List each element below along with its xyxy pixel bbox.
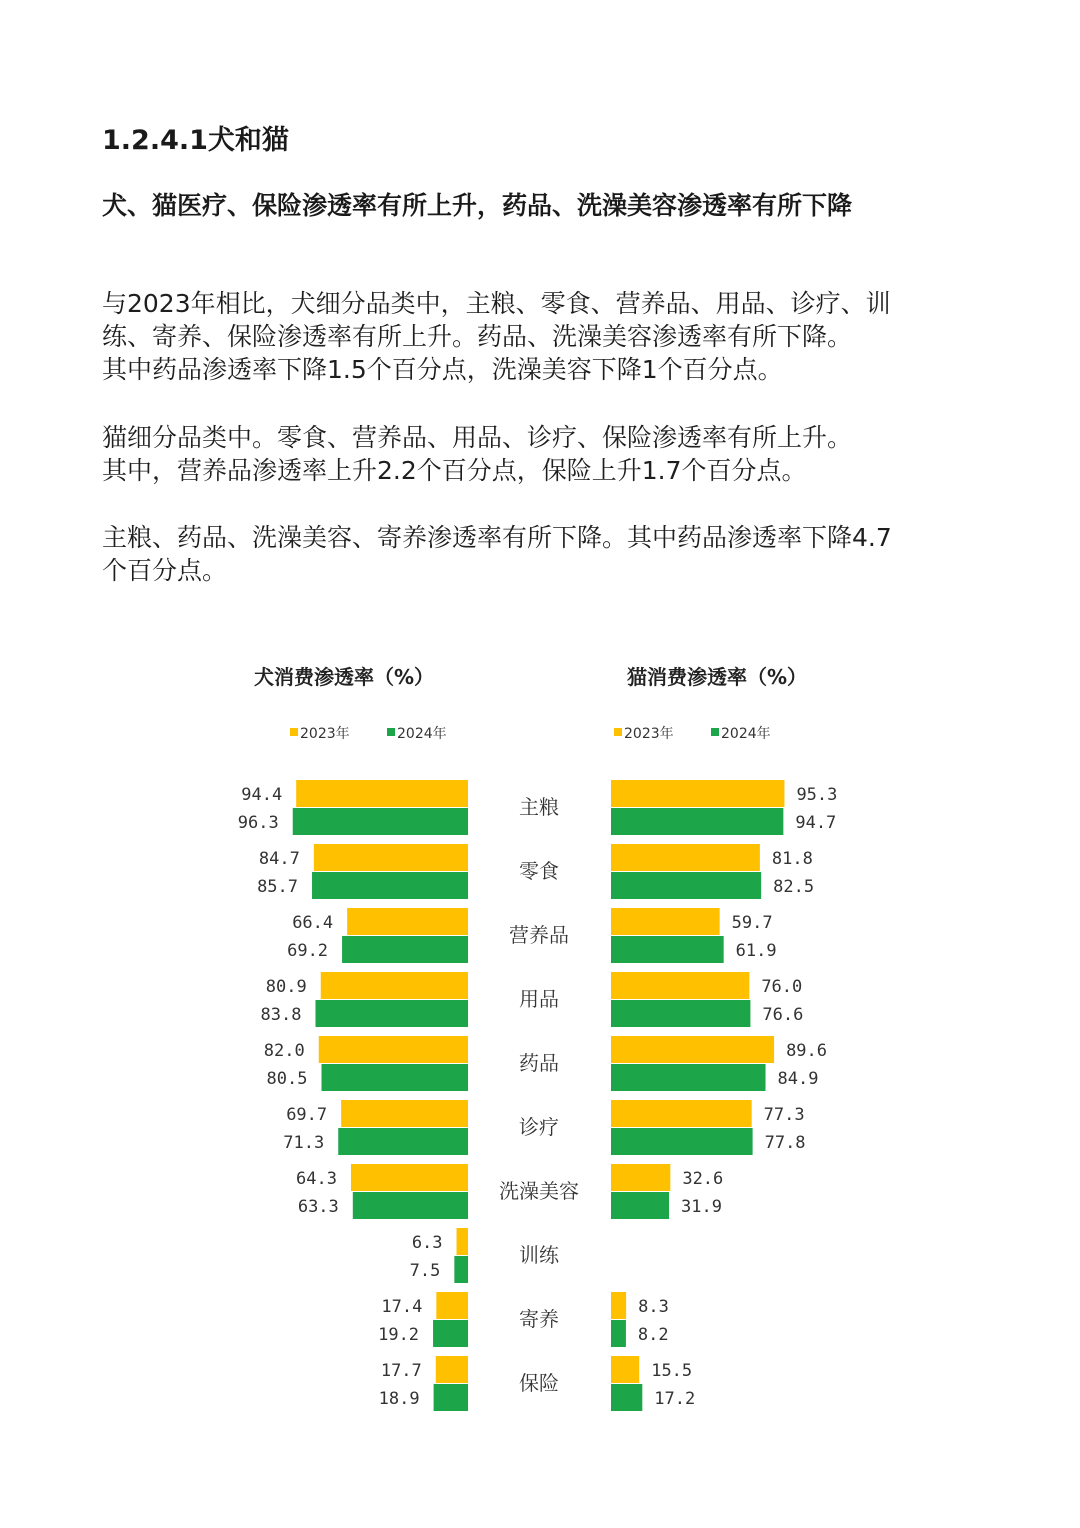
bar (611, 1292, 626, 1319)
data-label: 17.4 (381, 1297, 423, 1317)
data-label: 77.8 (764, 1133, 806, 1153)
legend-label: 2023年 (300, 726, 350, 742)
bar (353, 1192, 468, 1219)
paragraph-dog (102, 287, 982, 386)
penetration-chart (0, 640, 1080, 1430)
data-label: 80.9 (265, 977, 307, 997)
category-label: 零食 (519, 859, 559, 883)
bar (611, 1356, 639, 1383)
data-label: 17.7 (380, 1361, 422, 1381)
bar (321, 1064, 468, 1091)
bar (611, 844, 760, 871)
data-label: 82.5 (773, 877, 815, 897)
data-label: 66.4 (292, 913, 334, 933)
data-label: 85.7 (257, 877, 299, 897)
bar (611, 808, 783, 835)
paragraph-line: 个百分点。 (102, 556, 228, 585)
data-label: 7.5 (409, 1261, 441, 1281)
bar (611, 1192, 669, 1219)
legend-label: 2023年 (624, 726, 674, 742)
bar (611, 1100, 752, 1127)
data-label: 80.5 (266, 1069, 308, 1089)
legend-swatch (711, 728, 719, 736)
data-label: 69.2 (287, 941, 329, 961)
data-label: 89.6 (786, 1041, 828, 1061)
data-label: 15.5 (651, 1361, 693, 1381)
bar (454, 1256, 468, 1283)
bar (611, 1320, 626, 1347)
bar (611, 908, 720, 935)
category-label: 诊疗 (519, 1115, 559, 1139)
bar (293, 808, 468, 835)
data-label: 94.7 (795, 813, 837, 833)
data-label: 6.3 (411, 1233, 443, 1253)
data-label: 84.7 (258, 849, 300, 869)
data-label: 76.0 (761, 977, 803, 997)
paragraph-line: 其中药品渗透率下降1.5个百分点，洗澡美容下降1个百分点。 (102, 355, 783, 384)
chart-title: 猫消费渗透率（%） (626, 665, 808, 689)
bar (611, 1128, 753, 1155)
section-heading: 1.2.4.1犬和猫 (102, 125, 289, 156)
bar (611, 1384, 642, 1411)
bar (436, 1356, 468, 1383)
data-label: 31.9 (681, 1197, 723, 1217)
bar (611, 1000, 750, 1027)
data-label: 63.3 (297, 1197, 339, 1217)
chart-title: 犬消费渗透率（%） (253, 665, 435, 689)
legend-swatch (290, 728, 298, 736)
bar (296, 780, 468, 807)
data-label: 83.8 (260, 1005, 302, 1025)
legend-label: 2024年 (721, 726, 771, 742)
data-label: 82.0 (263, 1041, 305, 1061)
bar (342, 936, 468, 963)
bar (314, 844, 468, 871)
data-label: 76.6 (762, 1005, 804, 1025)
data-label: 8.2 (637, 1325, 669, 1345)
bar (436, 1292, 468, 1319)
bar (611, 1064, 766, 1091)
bar (351, 1164, 468, 1191)
data-label: 96.3 (237, 813, 279, 833)
data-label: 61.9 (735, 941, 777, 961)
bar (312, 872, 468, 899)
bar (319, 1036, 468, 1063)
category-label: 洗澡美容 (499, 1179, 579, 1203)
bar (338, 1128, 468, 1155)
paragraph-line: 猫细分品类中。零食、营养品、用品、诊疗、保险渗透率有所上升。 (102, 423, 853, 452)
category-label: 药品 (519, 1051, 559, 1075)
data-label: 32.6 (682, 1169, 724, 1189)
bar (611, 872, 761, 899)
paragraph-line: 其中，营养品渗透率上升2.2个百分点，保险上升1.7个百分点。 (102, 456, 807, 485)
data-label: 17.2 (654, 1389, 696, 1409)
legend-swatch (387, 728, 395, 736)
data-label: 19.2 (378, 1325, 420, 1345)
bar (611, 780, 784, 807)
paragraph-line: 与2023年相比，犬细分品类中，主粮、零食、营养品、用品、诊疗、训 (102, 289, 891, 318)
category-label: 主粮 (519, 795, 559, 819)
bar (434, 1384, 468, 1411)
bar (611, 1036, 774, 1063)
data-label: 69.7 (286, 1105, 328, 1125)
category-label: 保险 (519, 1371, 559, 1395)
data-label: 94.4 (241, 785, 283, 805)
category-label: 训练 (519, 1243, 559, 1267)
bar (347, 908, 468, 935)
category-label: 寄养 (519, 1307, 559, 1331)
bar (433, 1320, 468, 1347)
bar (611, 972, 749, 999)
bar (315, 1000, 468, 1027)
data-label: 84.9 (777, 1069, 819, 1089)
data-label: 95.3 (796, 785, 838, 805)
data-label: 18.9 (378, 1389, 420, 1409)
data-label: 77.3 (763, 1105, 805, 1125)
bar (341, 1100, 468, 1127)
category-label: 营养品 (509, 923, 569, 947)
category-label: 用品 (519, 987, 559, 1011)
bar (321, 972, 468, 999)
data-label: 71.3 (283, 1133, 325, 1153)
legend-swatch (614, 728, 622, 736)
data-label: 81.8 (771, 849, 813, 869)
paragraph-cat (102, 421, 982, 487)
data-label: 8.3 (638, 1297, 669, 1317)
paragraph-line: 练、寄养、保险渗透率有所上升。药品、洗澡美容渗透率有所下降。 (102, 322, 853, 351)
section-subtitle: 犬、猫医疗、保险渗透率有所上升，药品、洗澡美容渗透率有所下降 (102, 191, 853, 220)
paragraph-line: 主粮、药品、洗澡美容、寄养渗透率有所下降。其中药品渗透率下降4.7 (102, 523, 892, 552)
paragraph-cat-decline (102, 521, 982, 587)
data-label: 59.7 (731, 913, 773, 933)
legend-label: 2024年 (397, 726, 447, 742)
bar (457, 1228, 468, 1255)
bar (611, 936, 724, 963)
data-label: 64.3 (296, 1169, 337, 1189)
bar (611, 1164, 670, 1191)
